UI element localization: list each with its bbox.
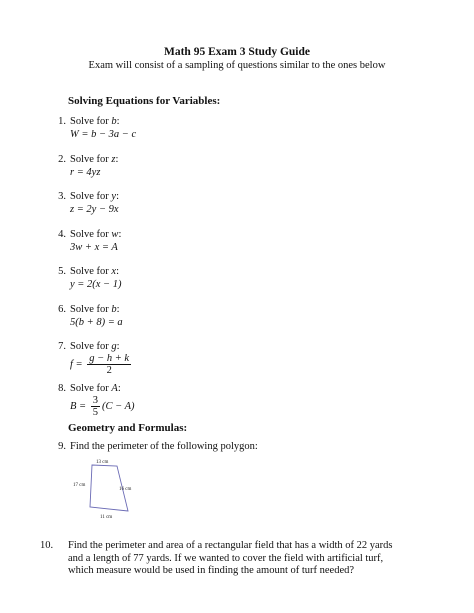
problem-prompt: Solve for y:: [70, 191, 120, 202]
fraction: $\frac{g - h + k}{2}$: [89, 353, 130, 376]
problem-prompt: Solve for x:: [70, 266, 120, 277]
problem-number: 7.: [58, 341, 66, 352]
polygon-figure: [72, 455, 142, 525]
problem-number: 9.: [58, 441, 66, 452]
polygon-label-right: 16 cm: [119, 487, 132, 492]
problem-prompt: Solve for b:: [70, 304, 120, 315]
problem-10-text: Find the perimeter and area of a rectangular field that has a width of 22 yards and a length of 77 yards. If we wanted to cover the field with artificial turf, which measure would be used in finding the amount of turf needed?: [68, 540, 393, 576]
problem-number: 2.: [58, 154, 66, 165]
page-title: Math 95 Exam 3 Study Guide: [163, 46, 310, 58]
problem-prompt: Solve for A:: [70, 383, 121, 394]
problem-equation: z = 2y − 9x: [70, 204, 119, 215]
problem-equation: 3w + x = A: [70, 242, 118, 253]
problem-number: 3.: [58, 191, 66, 202]
problem-number: 1.: [58, 116, 66, 127]
polygon-label-bottom: 11 cm: [100, 515, 113, 520]
page-subtitle: Exam will consist of a sampling of questions similar to the ones below: [88, 60, 386, 71]
problem-equation: B = $\frac{3}{5}$ (C − A): [70, 395, 135, 418]
problem-number: 5.: [58, 266, 66, 277]
problem-number: 8.: [58, 383, 66, 394]
problem-equation: r = 4yz: [70, 167, 101, 178]
polygon-label-top: 13 cm: [96, 460, 109, 465]
section-heading-geometry: Geometry and Formulas:: [68, 422, 188, 434]
problem-number: 4.: [58, 229, 66, 240]
polygon-label-left: 17 cm: [73, 483, 86, 488]
fraction: $\frac{3}{5}$: [92, 395, 98, 418]
section-heading-equations: Solving Equations for Variables:: [68, 95, 221, 107]
problem-prompt: Solve for w:: [70, 229, 122, 240]
problem-equation: 5(b + 8) = a: [70, 317, 123, 328]
problem-prompt: Find the perimeter of the following polygon:: [70, 441, 258, 452]
problem-10-number: 10.: [40, 540, 54, 551]
problem-equation: f = $\frac{g - h + k}{2}$: [70, 353, 130, 376]
problem-equation: y = 2(x − 1): [70, 279, 122, 290]
problem-prompt: Solve for b:: [70, 116, 120, 127]
problem-prompt: Solve for g:: [70, 341, 120, 352]
problem-equation: W = b − 3a − c: [70, 129, 137, 140]
problem-number: 6.: [58, 304, 66, 315]
problem-prompt: Solve for z:: [70, 154, 119, 165]
